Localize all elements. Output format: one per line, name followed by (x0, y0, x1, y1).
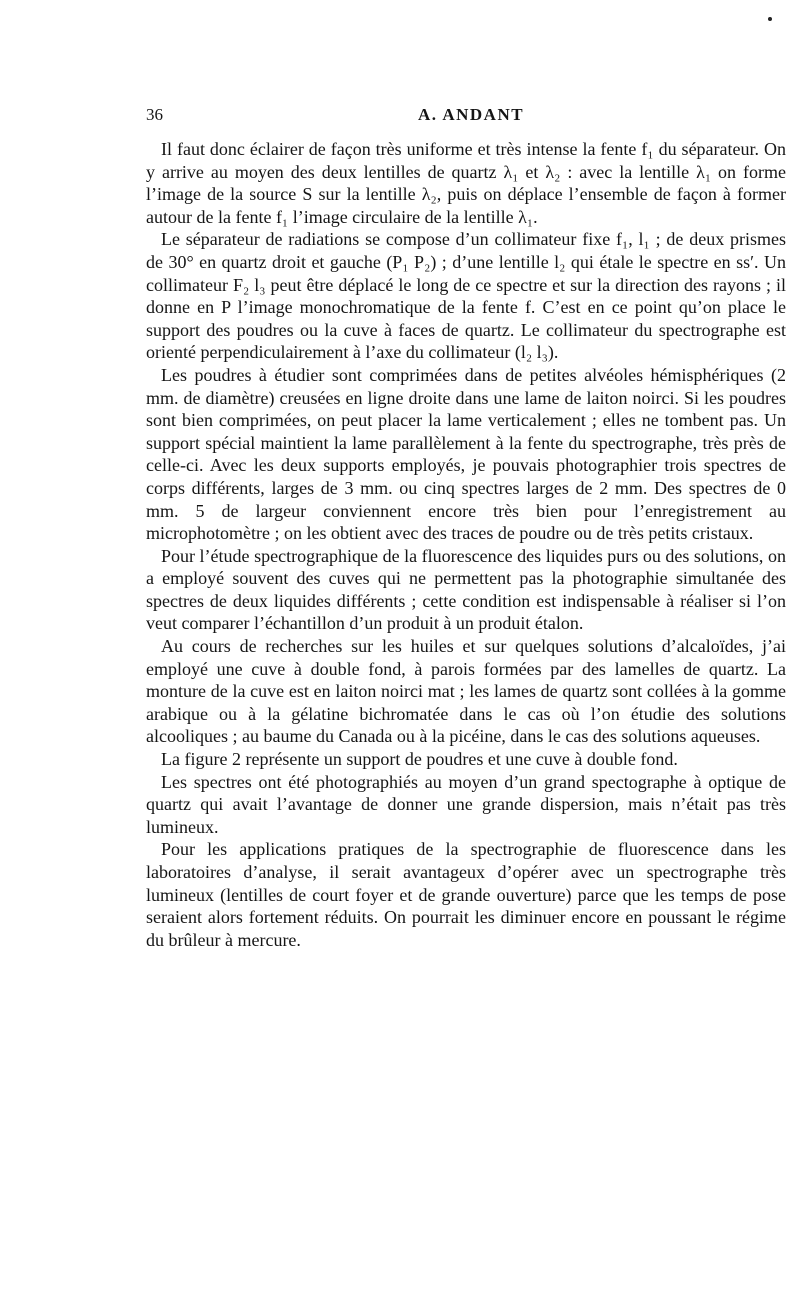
page-header (146, 103, 786, 129)
paragraph-double-cell: Au cours de recherches sur les huiles et sur quelques solutions d’alcaloïdes, j’ai employé une cuve à double fond, à parois formées par des lamelles de quartz. La monture de la cuve est en laiton noirci mat ; les lames de quartz sont collées à la gomme arabique ou à la gélatine bichromatée dans le cas où l’on étudie des solutions alcooliques ; au baume du Canada ou à la picéine, dans le cas des solutions aqueuses. (146, 636, 786, 747)
paragraph-liquids: Pour l’étude spectrographique de la fluorescence des liquides purs ou des solutions, on a employé souvent des cuves qui ne permettent pas la photographie simultanée des spectres de deux liquides différents ; cette condition est indispensable à réaliser si l’on veut comparer l’échantillon d’un produit à un produit étalon. (146, 545, 786, 634)
body-text (146, 138, 786, 951)
paragraph-illumination: Il faut donc éclairer de façon très uniforme et très intense la fente f₁ du séparateur. On y arrive au moyen des deux lentilles de quartz λ₁ et λ₂ : avec la lentille λ₁ on forme l’image de la source S sur la lentille λ₂, puis on déplace l’ensemble de façon à former autour de la fente f₁ l’image circulaire de la lentille λ₁. (146, 139, 786, 227)
page-number: 36 (146, 105, 163, 124)
paragraph-figure-reference: La figure 2 représente un support de poudres et une cuve à double fond. (161, 749, 678, 770)
paragraph-separator: Le séparateur de radiations se compose d’un collimateur fixe f₁, l₁ ; de deux prismes de 30° en quartz droit et gauche (P₁ P₂) ; d’une lentille l₂ qui étale le spectre en ss′. Un collimateur F₂ l₃ peut être déplacé le long de ce spectre et sur la direction des rayons ; il donne en P l’image monochromatique de la fente f. C’est en ce point qu’on place le support des poudres ou la cuve à faces de quartz. Le collimateur du spectrographe est orienté perpendiculairement à l’axe du collimateur (l₂ l₃). (146, 229, 786, 363)
paragraph-powders: Les poudres à étudier sont comprimées dans de petites alvéoles hémisphériques (2 mm. de diamètre) creusées en ligne droite dans une lame de laiton noirci. Si les poudres sont bien comprimées, on peut placer la lame verticalement ; elles ne tombent pas. Un support spécial maintient la lame parallèlement à la fente du spectrographe, très près de celle-ci. Avec les deux supports employés, je pouvais photographier trois spectres de corps différents, larges de 3 mm. ou cinq spectres larges de 2 mm. Des spectres de 0 mm. 5 de largeur conviennent encore très bien pour l’enregistrement au microphotomètre ; on les obtient avec des traces de poudre ou de très petits cristaux. (146, 364, 786, 544)
paragraph-spectrograph: Les spectres ont été photographiés au moyen d’un grand spectographe à optique de quartz qui avait l’avantage de donner une grande dispersion, mais n’était pas très lumineux. (146, 771, 786, 837)
paragraph-applications: Pour les applications pratiques de la spectrographie de fluorescence dans les laboratoires d’analyse, il serait avantageux d’opérer avec un spectrographe très lumineux (lentilles de court foyer et de grande ouverture) parce que les temps de pose seraient alors fortement réduits. On pourrait les diminuer encore en poussant le régime du brûleur à mercure. (146, 839, 786, 950)
page-mark-dot (768, 17, 772, 21)
running-title: A. ANDANT (418, 105, 525, 124)
